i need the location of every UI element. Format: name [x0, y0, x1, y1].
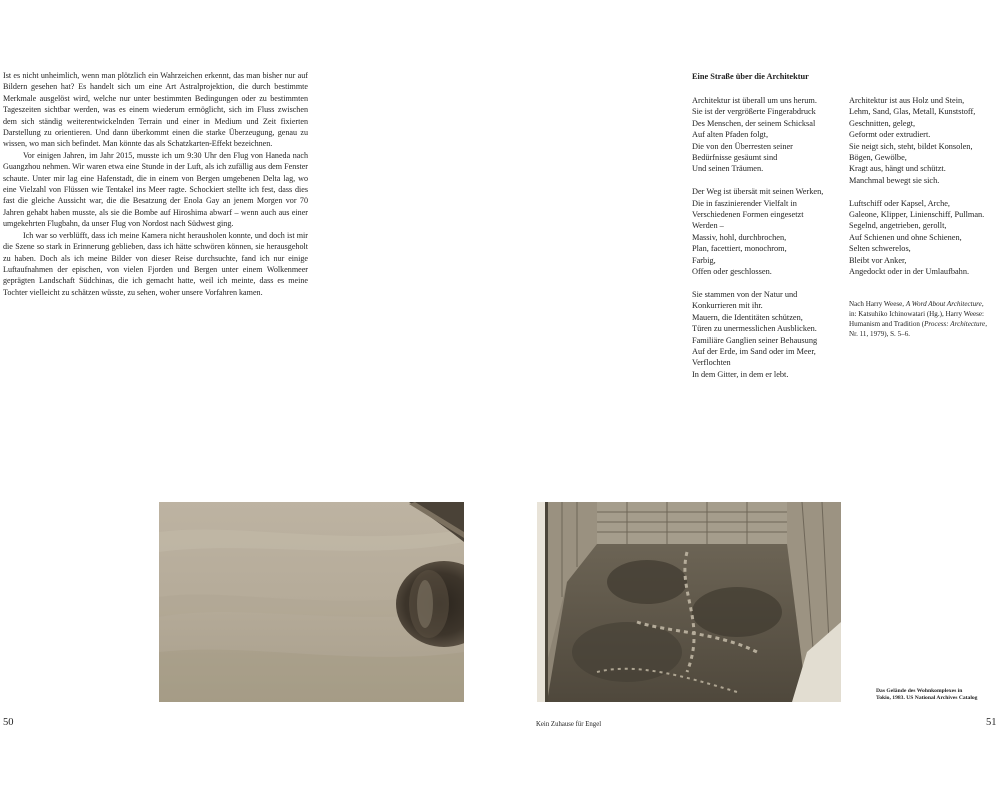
- running-title: Kein Zuhause für Engel: [536, 721, 602, 728]
- poem-line: In dem Gitter, in dem er lebt.: [692, 369, 789, 379]
- caption-line: Tokio, 1983. US National Archives Catalog: [876, 695, 978, 702]
- source-title: A Word About Architecture: [905, 300, 982, 308]
- poem-line: Und seinen Träumen.: [692, 164, 764, 174]
- source-text: Nach Harry Weese,: [849, 300, 906, 308]
- source-line: [849, 299, 997, 309]
- poem-line: Luftschiff oder Kapsel, Arche,: [849, 198, 950, 208]
- poem-line: Türen zu unermesslichen Ausblicken.: [692, 324, 817, 334]
- poem-source-note: [849, 299, 997, 339]
- page-number-right: 51: [986, 717, 997, 728]
- essay-paragraph: Ist es nicht unheimlich, wenn man plötzlich ein Wahrzeichen erkennt, das man bisher nur auf Bildern gesehen hat? Es handelt sich um eine Art Astralprojektion, die durch bestimmte Merkmale ausgelöst wird, welche nur unter bestimmten Bedingungen oder zu bestimmten Tageszeiten sichtbar werden, was es einem wiederum ermöglicht, sich im Fluss zwischen dem sich ständig weiterentwickelnden Terrain und einer in Medium und Zeit fixierten Darstellung zu orientieren. Und dann überkommt einen die starke Überzeugung, genau zu wissen, wo man sich befindet. Man könnte das als Schatzkarten-Effekt bezeichnen.: [3, 71, 308, 149]
- poem-title: Eine Straße über die Architektur: [692, 72, 809, 81]
- caption-line: Das Gelände des Wohnkomplexes in: [876, 688, 963, 694]
- source-text: ,: [985, 320, 987, 328]
- source-series: Process: Architecture: [924, 320, 986, 328]
- poem-line: Galeone, Klipper, Linienschiff, Pullman.: [849, 210, 985, 220]
- poem-line: Auf der Erde, im Sand oder im Meer,: [692, 346, 816, 356]
- airplane-window-photo: [159, 502, 464, 702]
- source-text: Humanism and Tradition (: [849, 320, 925, 328]
- poem-line: Geformt oder extrudiert.: [849, 130, 931, 140]
- poem-line: Kragt aus, hängt und schützt.: [849, 164, 946, 174]
- source-text: ,: [981, 300, 984, 308]
- essay-paragraph: Vor einigen Jahren, im Jahr 2015, musste ich um 9:30 Uhr den Flug von Haneda nach Guangzhou nehmen. Wir waren etwa eine Stunde in der Luft, als ich zufällig aus dem Fenster schaute. Unter mir lag eine Hafenstadt, die in einem von Bergen umgebenen Delta lag, wo eine Vielzahl von Flüssen wie Tentakel ins Meer ragte. Schockiert stellte ich fest, dass dies fast die gleiche Aussicht war, die die Besatzung der Enola Gay an jenem Morgen vor 70 Jahren gehabt haben musste, als sie die Bombe auf Hiroshima abwarf – wenn auch aus einer umgekehrten Flugbahn, da unser Flug von Nordost nach Südwest ging.: [3, 150, 308, 229]
- poem-line: Auf alten Pfaden folgt,: [692, 130, 769, 140]
- poem-line: Bögen, Gewölbe,: [849, 153, 907, 163]
- poem-line: Sie ist der vergrößerte Fingerabdruck: [692, 107, 816, 117]
- poem-stanza: [692, 95, 823, 175]
- poem-line: Auf Schienen und ohne Schienen,: [849, 232, 962, 242]
- poem-line: Verschiedenen Formen eingesetzt: [692, 210, 804, 220]
- poem-line: Farbig,: [692, 255, 716, 265]
- poem-line: Bedürfnisse gesäumt sind: [692, 153, 778, 163]
- poem-line: Selten schwerelos,: [849, 244, 911, 254]
- poem-line: Segelnd, angetrieben, gerollt,: [849, 221, 947, 231]
- poem-line: Manchmal bewegt sie sich.: [849, 175, 940, 185]
- poem-line: Die von den Überresten seiner: [692, 141, 793, 151]
- source-line: in: Katsuhiko Ichinowatari (Hg.), Harry Weese:: [849, 310, 985, 318]
- poem-line: Lehm, Sand, Glas, Metall, Kunststoff,: [849, 107, 976, 117]
- poem-stanza: [849, 198, 984, 278]
- poem-line: Sie stammen von der Natur und: [692, 289, 798, 299]
- poem-column-left: [692, 95, 823, 380]
- poem-stanza: [692, 186, 823, 277]
- poem-line: Konkurrieren mit ihr.: [692, 301, 763, 311]
- poem-line: Angedockt oder in der Umlaufbahn.: [849, 267, 970, 277]
- poem-line: Geschnitten, gelegt,: [849, 118, 916, 128]
- poem-line: Bleibt vor Anker,: [849, 255, 907, 265]
- poem-line: Der Weg ist übersät mit seinen Werken,: [692, 187, 824, 197]
- poem-line: Architektur ist aus Holz und Stein,: [849, 96, 965, 105]
- essay-paragraph: Ich war so verblüfft, dass ich meine Kamera nicht herausholen konnte, und doch ist mir die Szene so stark in Erinnerung geblieben, dass ich hätte schwören können, sie herausgeholt zu haben. Doch als ich meine Bilder von dieser Reise durchsuchte, fand ich nur einige Luftaufnahmen der epischen, von vielen Fjorden und Bergen unter einem Wolkenmeer geprägten Landschaft Südchinas, die ich gemacht hatte, weil ich meinte, dass es meine Tochter vielleicht zu schätzen wüsste, zu sehen, woher unsere Vorfahren kamen.: [3, 230, 308, 297]
- poem-line: Architektur ist überall um uns herum.: [692, 96, 817, 105]
- poem-line: Werden –: [692, 221, 724, 231]
- essay-text: [3, 70, 308, 298]
- page-number-left: 50: [3, 717, 14, 728]
- poem-line: Familiäre Ganglien seiner Behausung: [692, 335, 818, 345]
- source-line: [849, 319, 997, 329]
- courtyard-photo: [537, 502, 841, 702]
- poem-line: Die in faszinierender Vielfalt in: [692, 198, 797, 208]
- poem-line: Plan, facettiert, monochrom,: [692, 244, 787, 254]
- poem-stanza: [849, 95, 984, 186]
- poem-line: Massiv, hohl, durchbrochen,: [692, 232, 787, 242]
- poem-column-right: [849, 95, 984, 277]
- poem-line: Offen oder geschlossen.: [692, 267, 772, 277]
- source-line: Nr. 11, 1979), S. 5–6.: [849, 330, 911, 338]
- photo-caption: [876, 688, 1000, 703]
- poem-line: Des Menschen, der seinem Schicksal: [692, 118, 816, 128]
- poem-line: Mauern, die Identitäten schützen,: [692, 312, 803, 322]
- poem-line: Verflochten: [692, 358, 731, 368]
- poem-stanza: [692, 289, 823, 380]
- poem-line: Sie neigt sich, steht, bildet Konsolen,: [849, 141, 973, 151]
